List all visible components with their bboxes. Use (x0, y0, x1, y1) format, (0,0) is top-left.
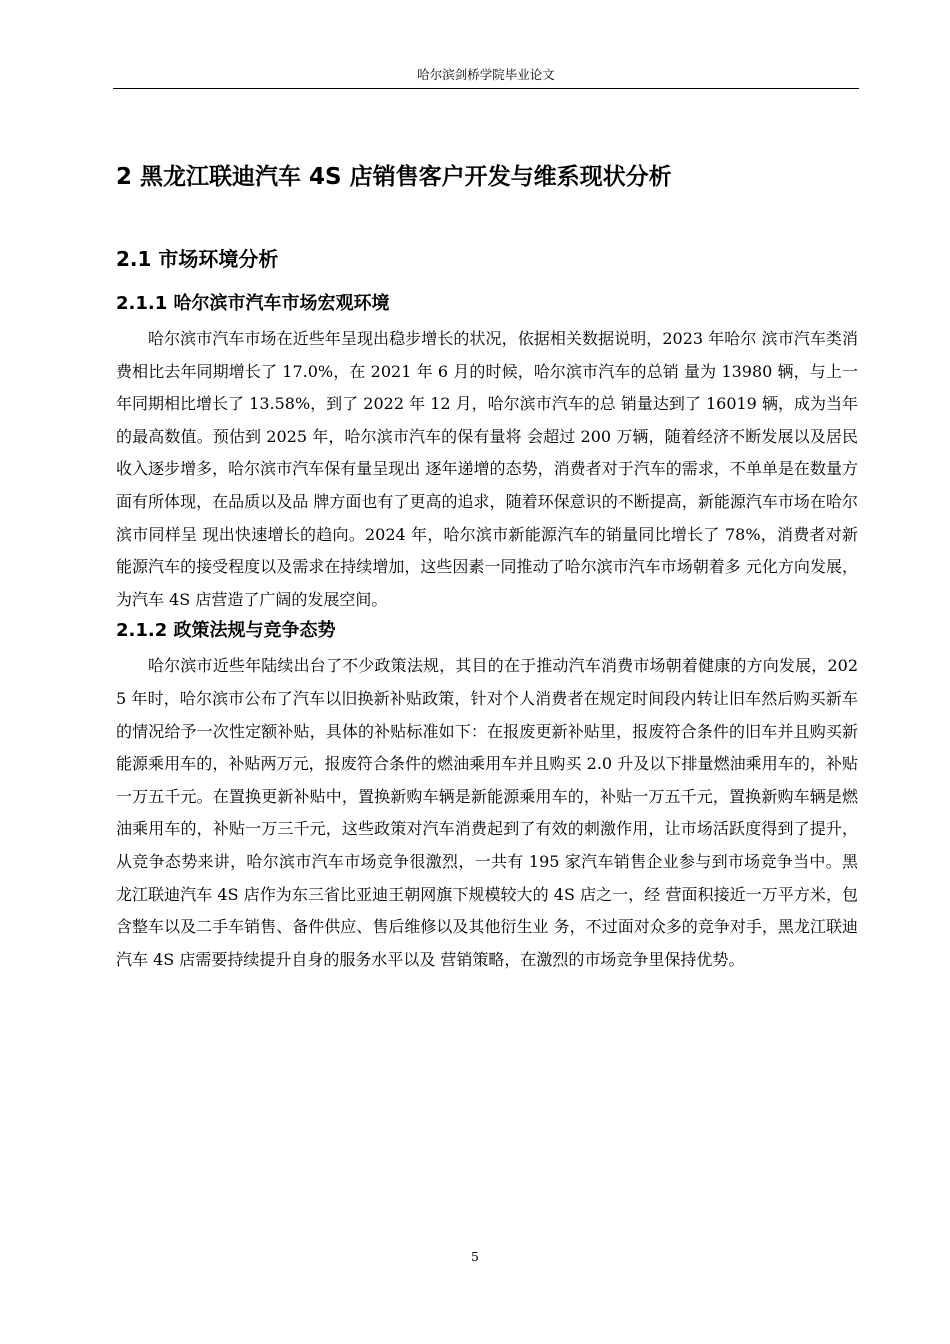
subsection-title-2-1-1: 2.1.1 哈尔滨市汽车市场宏观环境 (116, 293, 390, 314)
page-number: 5 (471, 1249, 479, 1264)
header-rule (113, 88, 859, 89)
subsection-title-2-1-2: 2.1.2 政策法规与竞争态势 (116, 620, 336, 642)
section-title: 2.1 市场环境分析 (116, 247, 279, 271)
paragraph-macro-environment: 哈尔滨市汽车市场在近些年呈现出稳步增长的状况，依据相关数据说明，2023 年哈尔 滨市汽车类消费相比去年同期增长了 17.0%，在 2021 年 6 月的时候，哈尔滨市汽车的总销 量为 13980 辆，与上一年同期相比增长了 13.58%，到了 2022 年 12 月，哈尔滨市汽车的总 销量达到了 16019 辆，成为当年的最高数值。预估到 2025 年，哈尔滨市汽车的保有量将 会超过 200 万辆，随着经济不断发展以及居民收入逐步增多，哈尔滨市汽车保有量呈现出 逐年递增的态势，消费者对于汽车的需求，不单单是在数量方面有所体现，在品质以及品 牌方面也有了更高的追求，随着环保意识的不断提高，新能源汽车市场在哈尔滨市同样呈 现出快速增长的趋向。2024 年，哈尔滨市新能源汽车的销量同比增长了 78%，消费者对新 能源汽车的接受程度以及需求在持续增加，这些因素一同推动了哈尔滨市汽车市场朝着多 元化方向发展，为汽车 4S 店营造了广阔的发展空间。 (116, 329, 858, 609)
running-header: 哈尔滨剑桥学院毕业论文 (417, 67, 555, 82)
chapter-title: 2 黑龙江联迪汽车 4S 店销售客户开发与维系现状分析 (116, 164, 672, 190)
page-body (116, 157, 858, 976)
paragraph-policy-competition: 哈尔滨市近些年陆续出台了不少政策法规，其目的在于推动汽车消费市场朝着健康的方向发展，2025 年时，哈尔滨市公布了汽车以旧换新补贴政策，针对个人消费者在规定时间段内转让旧车然后购买新车的情况给予一次性定额补贴，具体的补贴标准如下：在报废更新补贴里，报废符合条件的旧车并且购买新能源乘用车的，补贴两万元，报废符合条件的燃油乘用车并且购买 2.0 升及以下排量燃油乘用车的，补贴一万五千元。在置换更新补贴中，置换新购车辆是新能源乘用车的，补贴一万五千元，置换新购车辆是燃油乘用车的，补贴一万三千元，这些政策对汽车消费起到了有效的刺激作用，让市场活跃度得到了提升，从竞争态势来讲，哈尔滨市汽车市场竞争很激烈，一共有 195 家汽车销售企业参与到市场竞争当中。黑龙江联迪汽车 4S 店作为东三省比亚迪王朝网旗下规模较大的 4S 店之一，经 营面积接近一万平方米，包含整车以及二手车销售、备件供应、售后维修以及其他衍生业 务，不过面对众多的竞争对手，黑龙江联迪汽车 4S 店需要持续提升自身的服务水平以及 营销策略，在激烈的市场竞争里保持优势。 (116, 656, 858, 969)
